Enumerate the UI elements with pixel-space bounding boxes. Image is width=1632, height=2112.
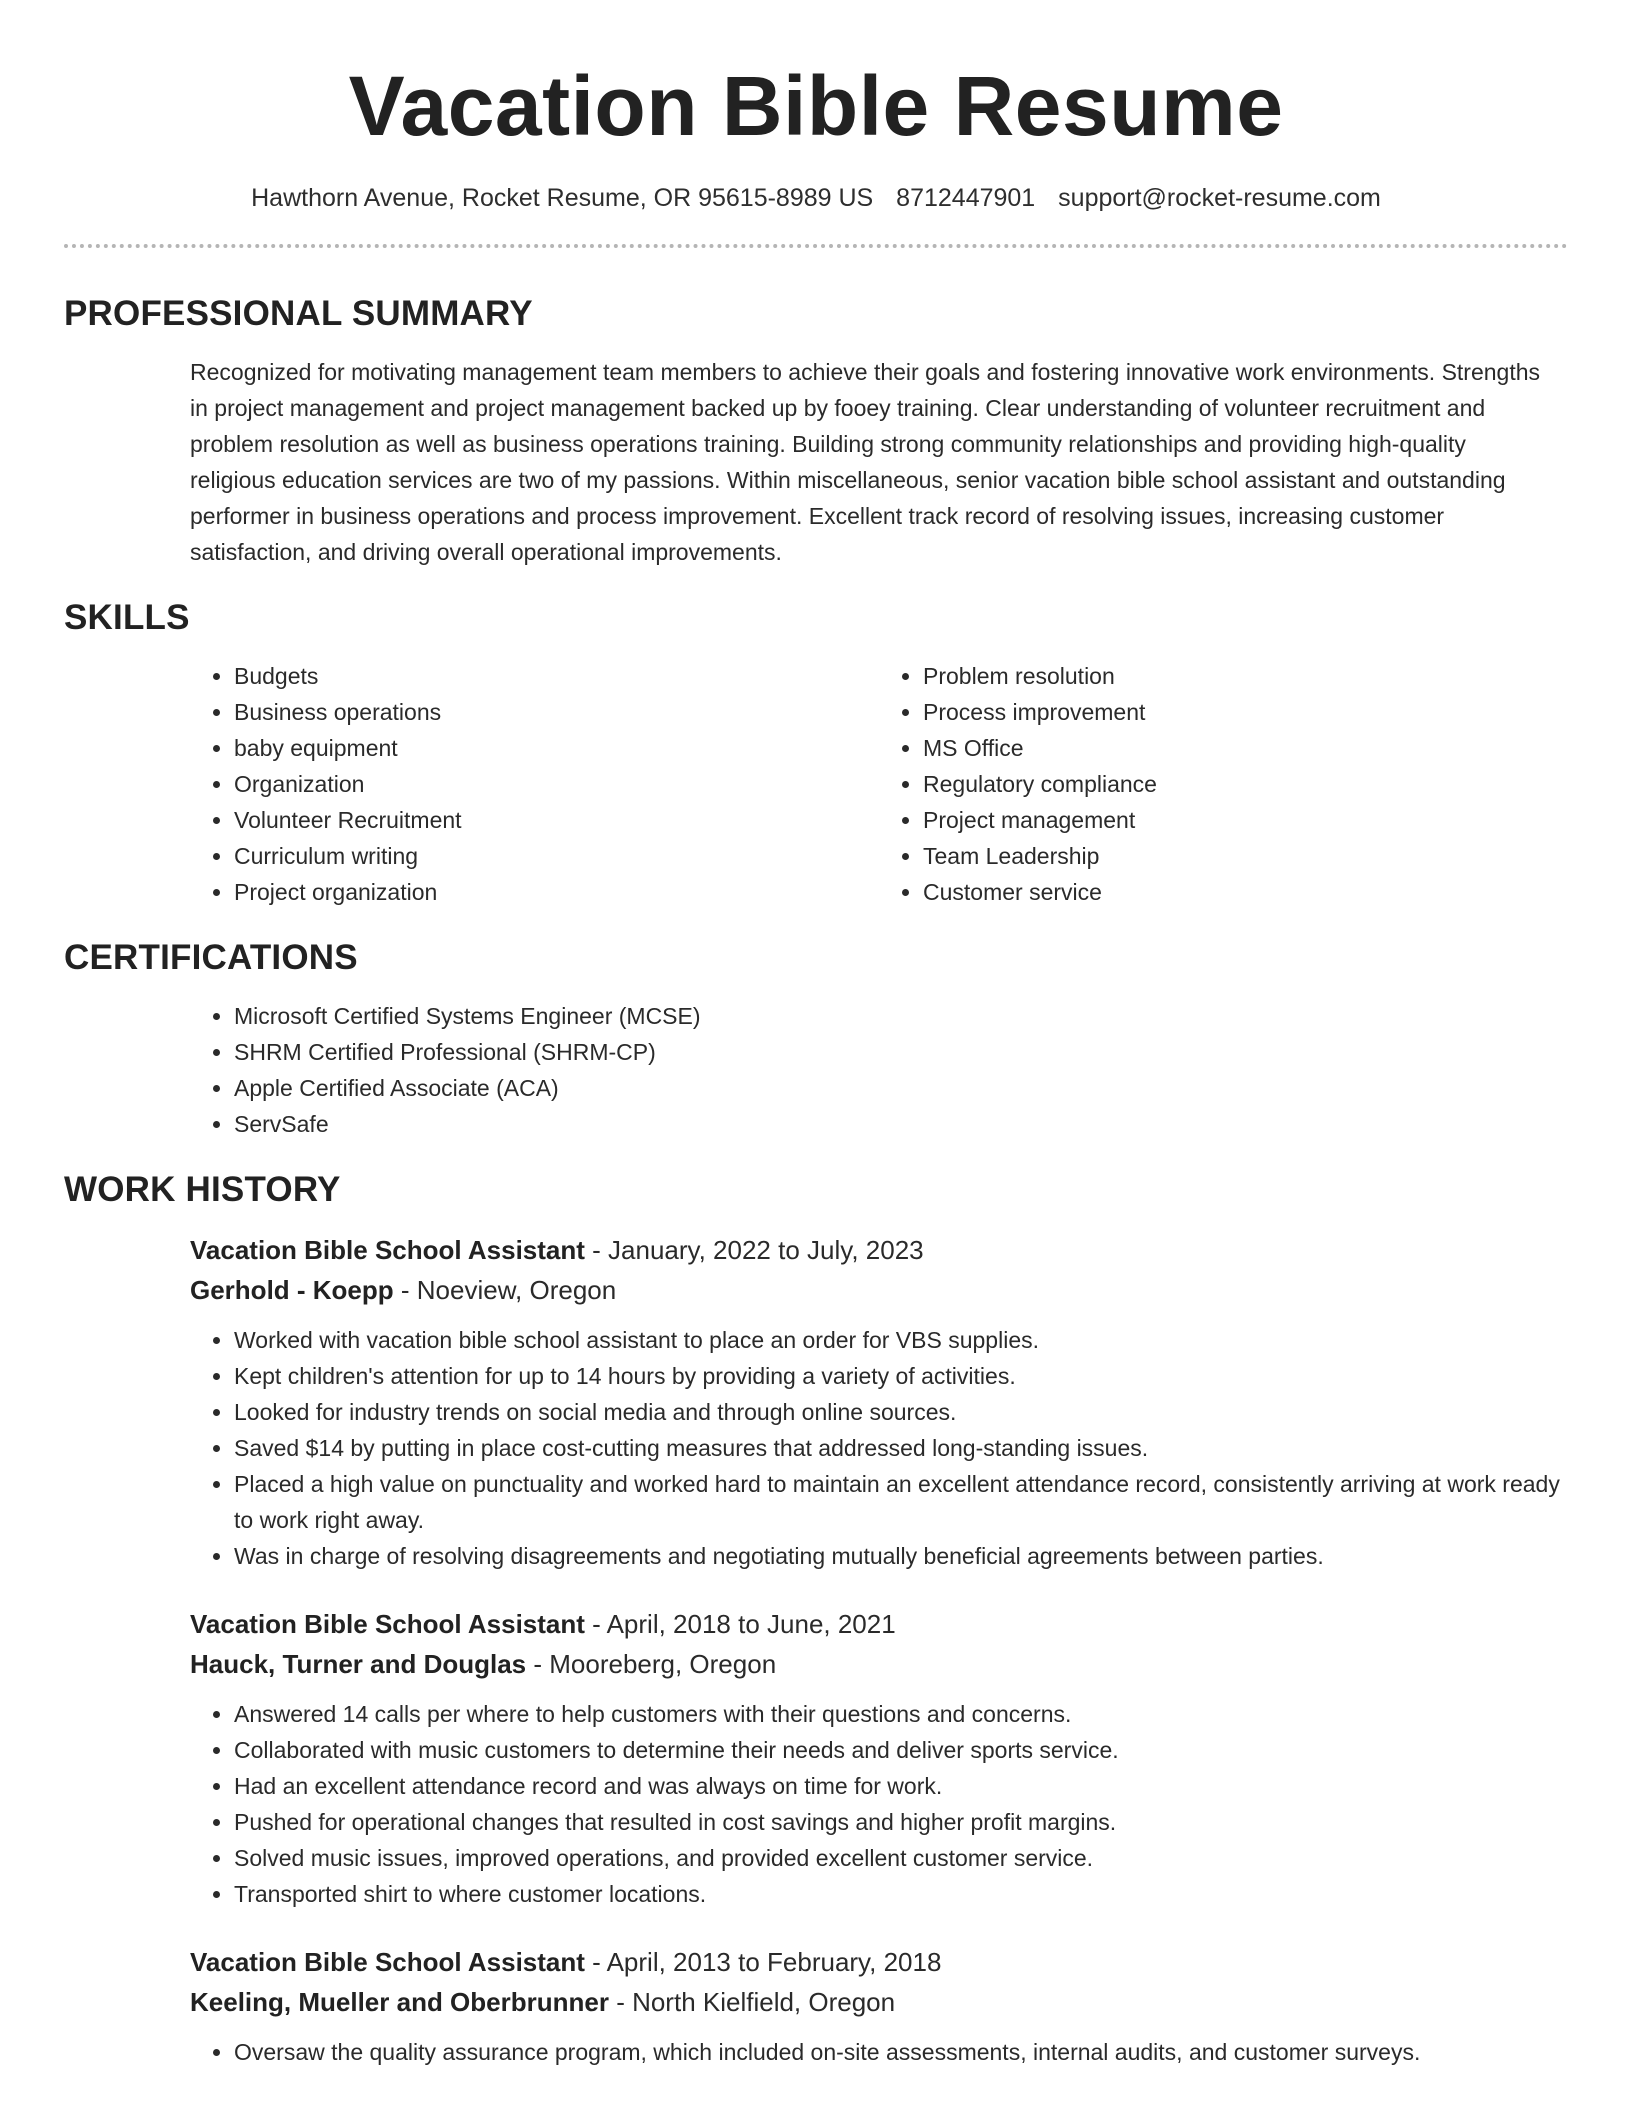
job-bullet: • Collaborated with music customers to determine their needs and deliver sports service.	[234, 1732, 1568, 1768]
skill-item: • Project organization	[234, 874, 879, 910]
job-bullets	[190, 1322, 1568, 1574]
summary-text: Recognized for motivating management team members to achieve their goals and fostering innovative work environments. Strengths in project management and project management backed up by fooey training. Clear understanding of volunteer recruitment and problem resolution as well as business operations training. Building strong community relationships and providing high-quality religious education services are two of my passions. Within miscellaneous, senior vacation bible school assistant and outstanding performer in business operations and process improvement. Excellent track record of resolving issues, increasing customer satisfaction, and driving overall operational improvements.	[190, 359, 1541, 565]
summary-heading: PROFESSIONAL SUMMARY	[64, 294, 533, 333]
job-location: - Noeview, Oregon	[393, 1275, 617, 1305]
certification-item: • SHRM Certified Professional (SHRM-CP)	[234, 1034, 1568, 1070]
job-title: Vacation Bible School Assistant	[190, 1609, 585, 1639]
job-bullet: • Kept children's attention for up to 14 hours by providing a variety of activities.	[234, 1358, 1568, 1394]
job-bullet: • Answered 14 calls per where to help customers with their questions and concerns.	[234, 1696, 1568, 1732]
resume-page	[64, 0, 1568, 2070]
skill-item: • Process improvement	[923, 694, 1568, 730]
job-dates: - April, 2018 to June, 2021	[584, 1609, 896, 1639]
contact-phone: 8712447901	[896, 184, 1036, 212]
skill-item: • Project management	[923, 802, 1568, 838]
contact-line	[64, 182, 1568, 214]
job-bullet: • Transported shirt to where customer locations.	[234, 1876, 1568, 1912]
skill-item: • Organization	[234, 766, 879, 802]
skills-column-right	[879, 658, 1568, 910]
skills-list	[190, 658, 1568, 910]
job-company: Keeling, Mueller and Oberbrunner	[190, 1987, 609, 2017]
job-bullet: • Placed a high value on punctuality and worked hard to maintain an excellent attendance record, consistently arriving at work ready to work right away.	[234, 1466, 1568, 1538]
job-bullet: • Was in charge of resolving disagreements and negotiating mutually beneficial agreements between parties.	[234, 1538, 1568, 1574]
skill-item: • Volunteer Recruitment	[234, 802, 879, 838]
job-company-line	[190, 1644, 1568, 1684]
job-location: - North Kielfield, Oregon	[608, 1987, 896, 2017]
job-bullet: • Looked for industry trends on social media and through online sources.	[234, 1394, 1568, 1430]
job-bullet: • Saved $14 by putting in place cost-cutting measures that addressed long-standing issues.	[234, 1430, 1568, 1466]
job-entry	[190, 1942, 1568, 2070]
skill-item: • Regulatory compliance	[923, 766, 1568, 802]
job-entry	[190, 1604, 1568, 1912]
job-bullet: • Worked with vacation bible school assistant to place an order for VBS supplies.	[234, 1322, 1568, 1358]
skill-item: • Budgets	[234, 658, 879, 694]
job-dates: - January, 2022 to July, 2023	[584, 1235, 924, 1265]
skill-item: • Problem resolution	[923, 658, 1568, 694]
job-title-line	[190, 1230, 1568, 1270]
skill-item: • Curriculum writing	[234, 838, 879, 874]
skill-item: • Customer service	[923, 874, 1568, 910]
certification-item: • Apple Certified Associate (ACA)	[234, 1070, 1568, 1106]
job-entry	[190, 1230, 1568, 1574]
skill-item: • Business operations	[234, 694, 879, 730]
certification-item: • Microsoft Certified Systems Engineer (MCSE)	[234, 998, 1568, 1034]
job-title: Vacation Bible School Assistant	[190, 1947, 585, 1977]
job-company-line	[190, 1982, 1568, 2022]
certification-item: • ServSafe	[234, 1106, 1568, 1142]
skill-item: • Team Leadership	[923, 838, 1568, 874]
job-location: - Mooreberg, Oregon	[526, 1649, 777, 1679]
contact-email: support@rocket-resume.com	[1058, 184, 1381, 212]
job-company: Hauck, Turner and Douglas	[190, 1649, 527, 1679]
skill-item: • MS Office	[923, 730, 1568, 766]
job-dates: - April, 2013 to February, 2018	[584, 1947, 942, 1977]
skills-heading: SKILLS	[64, 598, 190, 637]
job-bullet: • Solved music issues, improved operations, and provided excellent customer service.	[234, 1840, 1568, 1876]
contact-address: Hawthorn Avenue, Rocket Resume, OR 95615-8989 US	[251, 184, 874, 212]
job-company-line	[190, 1270, 1568, 1310]
skills-column-left	[190, 658, 879, 910]
job-company: Gerhold - Koepp	[190, 1275, 394, 1305]
certifications-heading: CERTIFICATIONS	[64, 938, 358, 977]
job-bullet: • Pushed for operational changes that resulted in cost savings and higher profit margins.	[234, 1804, 1568, 1840]
job-bullet: • Had an excellent attendance record and was always on time for work.	[234, 1768, 1568, 1804]
skill-item: • baby equipment	[234, 730, 879, 766]
header-divider	[64, 244, 1568, 248]
resume-title: Vacation Bible Resume	[348, 59, 1284, 153]
job-bullets	[190, 1696, 1568, 1912]
job-title-line	[190, 1942, 1568, 1982]
job-title-line	[190, 1604, 1568, 1644]
certifications-list	[190, 998, 1568, 1142]
job-title: Vacation Bible School Assistant	[190, 1235, 585, 1265]
work-history-heading: WORK HISTORY	[64, 1170, 341, 1209]
job-bullet: • Oversaw the quality assurance program, which included on-site assessments, internal audits, and customer surveys.	[234, 2034, 1568, 2070]
job-bullets	[190, 2034, 1568, 2070]
